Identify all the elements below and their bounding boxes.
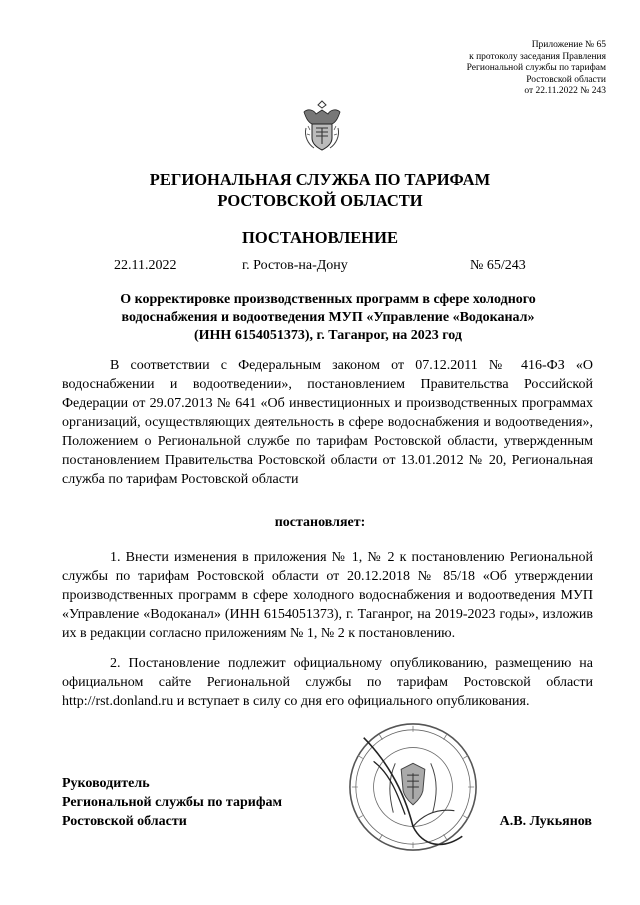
signatory-position-line: Ростовской области xyxy=(62,814,187,829)
subject-line: О корректировке производственных программ в сфере холодного xyxy=(120,292,536,307)
appendix-note xyxy=(467,40,606,98)
appendix-line: Ростовской области xyxy=(526,74,606,85)
document-date: 22.11.2022 xyxy=(114,258,177,273)
signatory-name: А.В. Лукьянов xyxy=(499,814,592,829)
org-title-line: РОСТОВСКОЙ ОБЛАСТИ xyxy=(217,191,423,210)
decree-word: постановляет: xyxy=(274,515,366,530)
document-number: № 65/243 xyxy=(470,258,526,273)
appendix-line: от 22.11.2022 № 243 xyxy=(524,86,606,96)
document-subject xyxy=(90,291,566,345)
round-seal-icon xyxy=(344,718,482,856)
appendix-line: к протоколу заседания Правления xyxy=(469,51,606,62)
org-title-line: РЕГИОНАЛЬНАЯ СЛУЖБА ПО ТАРИФАМ xyxy=(149,170,491,189)
basis-paragraph: В соответствии с Федеральным законом от 07.12.2011 № 416-ФЗ «О водоснабжении и водоотведении», постановлением Правительства Российской Федерации от 29.07.2013 № 641 «Об инвестиционных и производственных программах организаций, осуществляющих деятельность в сфере водоснабжения и водоотведения», Положением о Региональной службе по тарифам Ростовской области, утвержденным постановлением Правительства Ростовской области от 13.01.2012 № 20, Региональная служба по тарифам Ростовской области xyxy=(62,358,593,487)
signatory-position-line: Руководитель xyxy=(62,776,150,791)
coat-of-arms-icon xyxy=(298,98,346,154)
appendix-line: Региональной службы по тарифам xyxy=(466,63,606,73)
appendix-line: Приложение № 65 xyxy=(531,40,606,50)
document-city: г. Ростов-на-Дону xyxy=(242,258,348,273)
org-title xyxy=(0,169,640,211)
signatory-position xyxy=(62,774,282,831)
subject-line: водоснабжения и водоотведения МУП «Управление «Водоканал» xyxy=(121,310,535,325)
subject-line: (ИНН 6154051373), г. Таганрог, на 2023 год xyxy=(193,328,462,343)
item-2-paragraph: 2. Постановление подлежит официальному опубликованию, размещению на официальном сайте Региональной службы по тарифам Ростовской области http://rst.donland.ru и вступает в силу со дня его официального опубликования. xyxy=(62,656,593,709)
signatory-position-line: Региональной службы по тарифам xyxy=(62,795,283,810)
item-1-paragraph: 1. Внести изменения в приложения № 1, № 2 к постановлению Региональной службы по тарифам Ростовской области от 20.12.2018 № 85/18 «Об утверждении производственных программ в сфере холодного водоснабжения и водоотведения МУП «Управление «Водоканал» (ИНН 6154051373), г. Таганрог, на 2019-2023 годы», изложив их в редакции согласно приложениям № 1, № 2 к постановлению. xyxy=(62,550,593,641)
document-type: ПОСТАНОВЛЕНИЕ xyxy=(242,228,398,247)
document-meta xyxy=(0,257,640,277)
